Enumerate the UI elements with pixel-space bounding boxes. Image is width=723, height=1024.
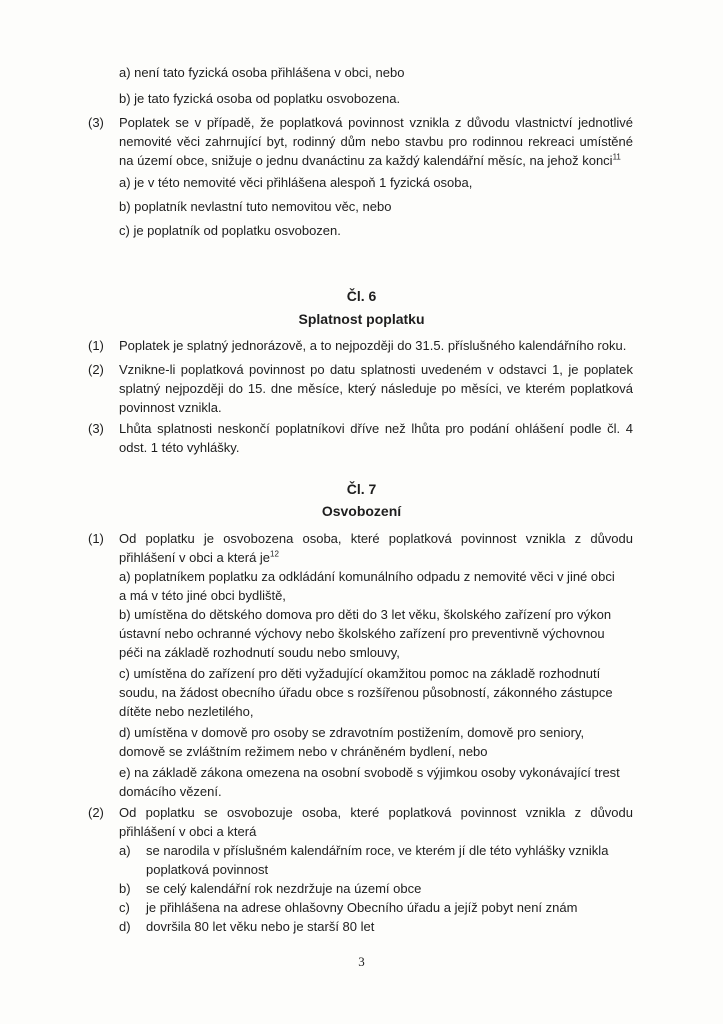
paragraph-line: Od poplatku je osvobozena osoba, které poplatková povinnost vznikla z důvodu xyxy=(119,531,633,546)
list-item-d: d) umístěna v domově pro osoby se zdravotním postižením, domově pro seniory, xyxy=(119,725,585,740)
sublist-item: se celý kalendářní rok nezdržuje na území obce xyxy=(146,881,422,896)
paragraph-number: (1) xyxy=(88,531,104,546)
sublist-letter: a) xyxy=(119,843,131,858)
article-6-subtitle: Splatnost poplatku xyxy=(298,311,425,327)
list-item-a: a) poplatníkem poplatku za odkládání komunálního odpadu z nemovité věci v jiné obci xyxy=(119,569,615,584)
paragraph-number: (1) xyxy=(88,338,104,353)
footnote-ref: 12 xyxy=(270,549,279,559)
sublist-letter: b) xyxy=(119,881,131,896)
footnote-ref: 11 xyxy=(612,152,621,162)
paragraph-line: na území obce, snižuje o jednu dvanáctinu za každý kalendářní měsíc, na jehož konci$^{11}$ xyxy=(119,152,621,168)
paragraph-number: (2) xyxy=(88,362,104,377)
article-7-subtitle: Osvobození xyxy=(321,503,402,519)
item-a-registered: a) je v této nemovité věci přihlášena alespoň 1 fyzická osoba, xyxy=(119,175,473,190)
paragraph-number: (3) xyxy=(88,115,104,130)
sublist-letter: d) xyxy=(119,919,131,934)
list-item-b: ústavní nebo ochranné výchovy nebo školského zařízení pro preventivně výchovnou xyxy=(119,626,605,641)
paragraph-line: Vznikne-li poplatková povinnost po datu splatnosti uvedeném v odstavci 1, je poplatek xyxy=(119,362,633,377)
list-item-b: péči na základě rozhodnutí soudu nebo smlouvy, xyxy=(119,645,400,660)
list-item-a: a má v této jiné obci bydliště, xyxy=(119,588,286,603)
sublist-item: dovršila 80 let věku nebo je starší 80 let xyxy=(146,919,375,934)
paragraph-line: splatný nejpozději do 15. dne měsíce, který následuje po měsíci, ve kterém poplatková xyxy=(119,381,633,396)
sublist-item: je přihlášena na adrese ohlašovny Obecního úřadu a jejíž pobyt není znám xyxy=(146,900,578,915)
article-7-title: Čl. 7 xyxy=(346,481,377,497)
item-b-not-owner: b) poplatník nevlastní tuto nemovitou věc, nebo xyxy=(119,199,392,214)
item-a-not-registered: a) není tato fyzická osoba přihlášena v obci, nebo xyxy=(119,65,405,80)
list-item-c: soudu, na žádost obecního úřadu obce s rozšířenou působností, zákonného zástupce xyxy=(119,685,613,700)
paragraph-number: (2) xyxy=(88,805,104,820)
sublist-item: se narodila v příslušném kalendářním roce, ve kterém jí dle této vyhlášky vznikla xyxy=(146,843,609,858)
list-item-e: e) na základě zákona omezena na osobní svobodě s výjimkou osoby vykonávající trest xyxy=(119,765,620,780)
article-6-title: Čl. 6 xyxy=(346,288,377,304)
paragraph-line: přihlášení v obci a která xyxy=(119,824,257,839)
list-item-b: b) umístěna do dětského domova pro děti do 3 let věku, školského zařízení pro výkon xyxy=(119,607,612,622)
sublist-letter: c) xyxy=(119,900,130,915)
paragraph-line: Poplatek se v případě, že poplatková povinnost vznikla z důvodu vlastnictví jednotlivé xyxy=(119,115,633,130)
paragraph-line: přihlášení v obci a která $je^{12}$ xyxy=(119,549,279,565)
list-item-d: domově se zvláštním režimem nebo v chráněném bydlení, nebo xyxy=(119,744,488,759)
paragraph-number: (3) xyxy=(88,421,104,436)
paragraph-line: povinnost vznikla. xyxy=(119,400,222,415)
page-number: 3 xyxy=(358,954,365,969)
list-item-e: domácího vězení. xyxy=(119,784,222,799)
item-b-exempt: b) je tato fyzická osoba od poplatku osvobozena. xyxy=(119,91,401,106)
paragraph-line: nemovité věci zahrnující byt, rodinný dům nebo stavbu pro rodinnou rekreaci umístěné xyxy=(119,134,633,149)
item-c-exempt: c) je poplatník od poplatku osvobozen. xyxy=(119,223,341,238)
paragraph-line: odst. 1 této vyhlášky. xyxy=(119,440,240,455)
list-item-c: dítěte nebo nezletilého, xyxy=(119,704,254,719)
sublist-item: poplatková povinnost xyxy=(146,862,269,877)
paragraph-line: Poplatek je splatný jednorázově, a to nejpozději do 31.5. příslušného kalendářního roku. xyxy=(119,338,627,353)
list-item-c: c) umístěna do zařízení pro děti vyžadující okamžitou pomoc na základě rozhodnutí xyxy=(119,666,601,681)
paragraph-line: Lhůta splatnosti neskončí poplatníkovi dříve než lhůta pro podání ohlášení podle čl. 4 xyxy=(119,421,633,436)
paragraph-line: Od poplatku se osvobozuje osoba, které poplatková povinnost vznikla z důvodu xyxy=(119,805,633,820)
